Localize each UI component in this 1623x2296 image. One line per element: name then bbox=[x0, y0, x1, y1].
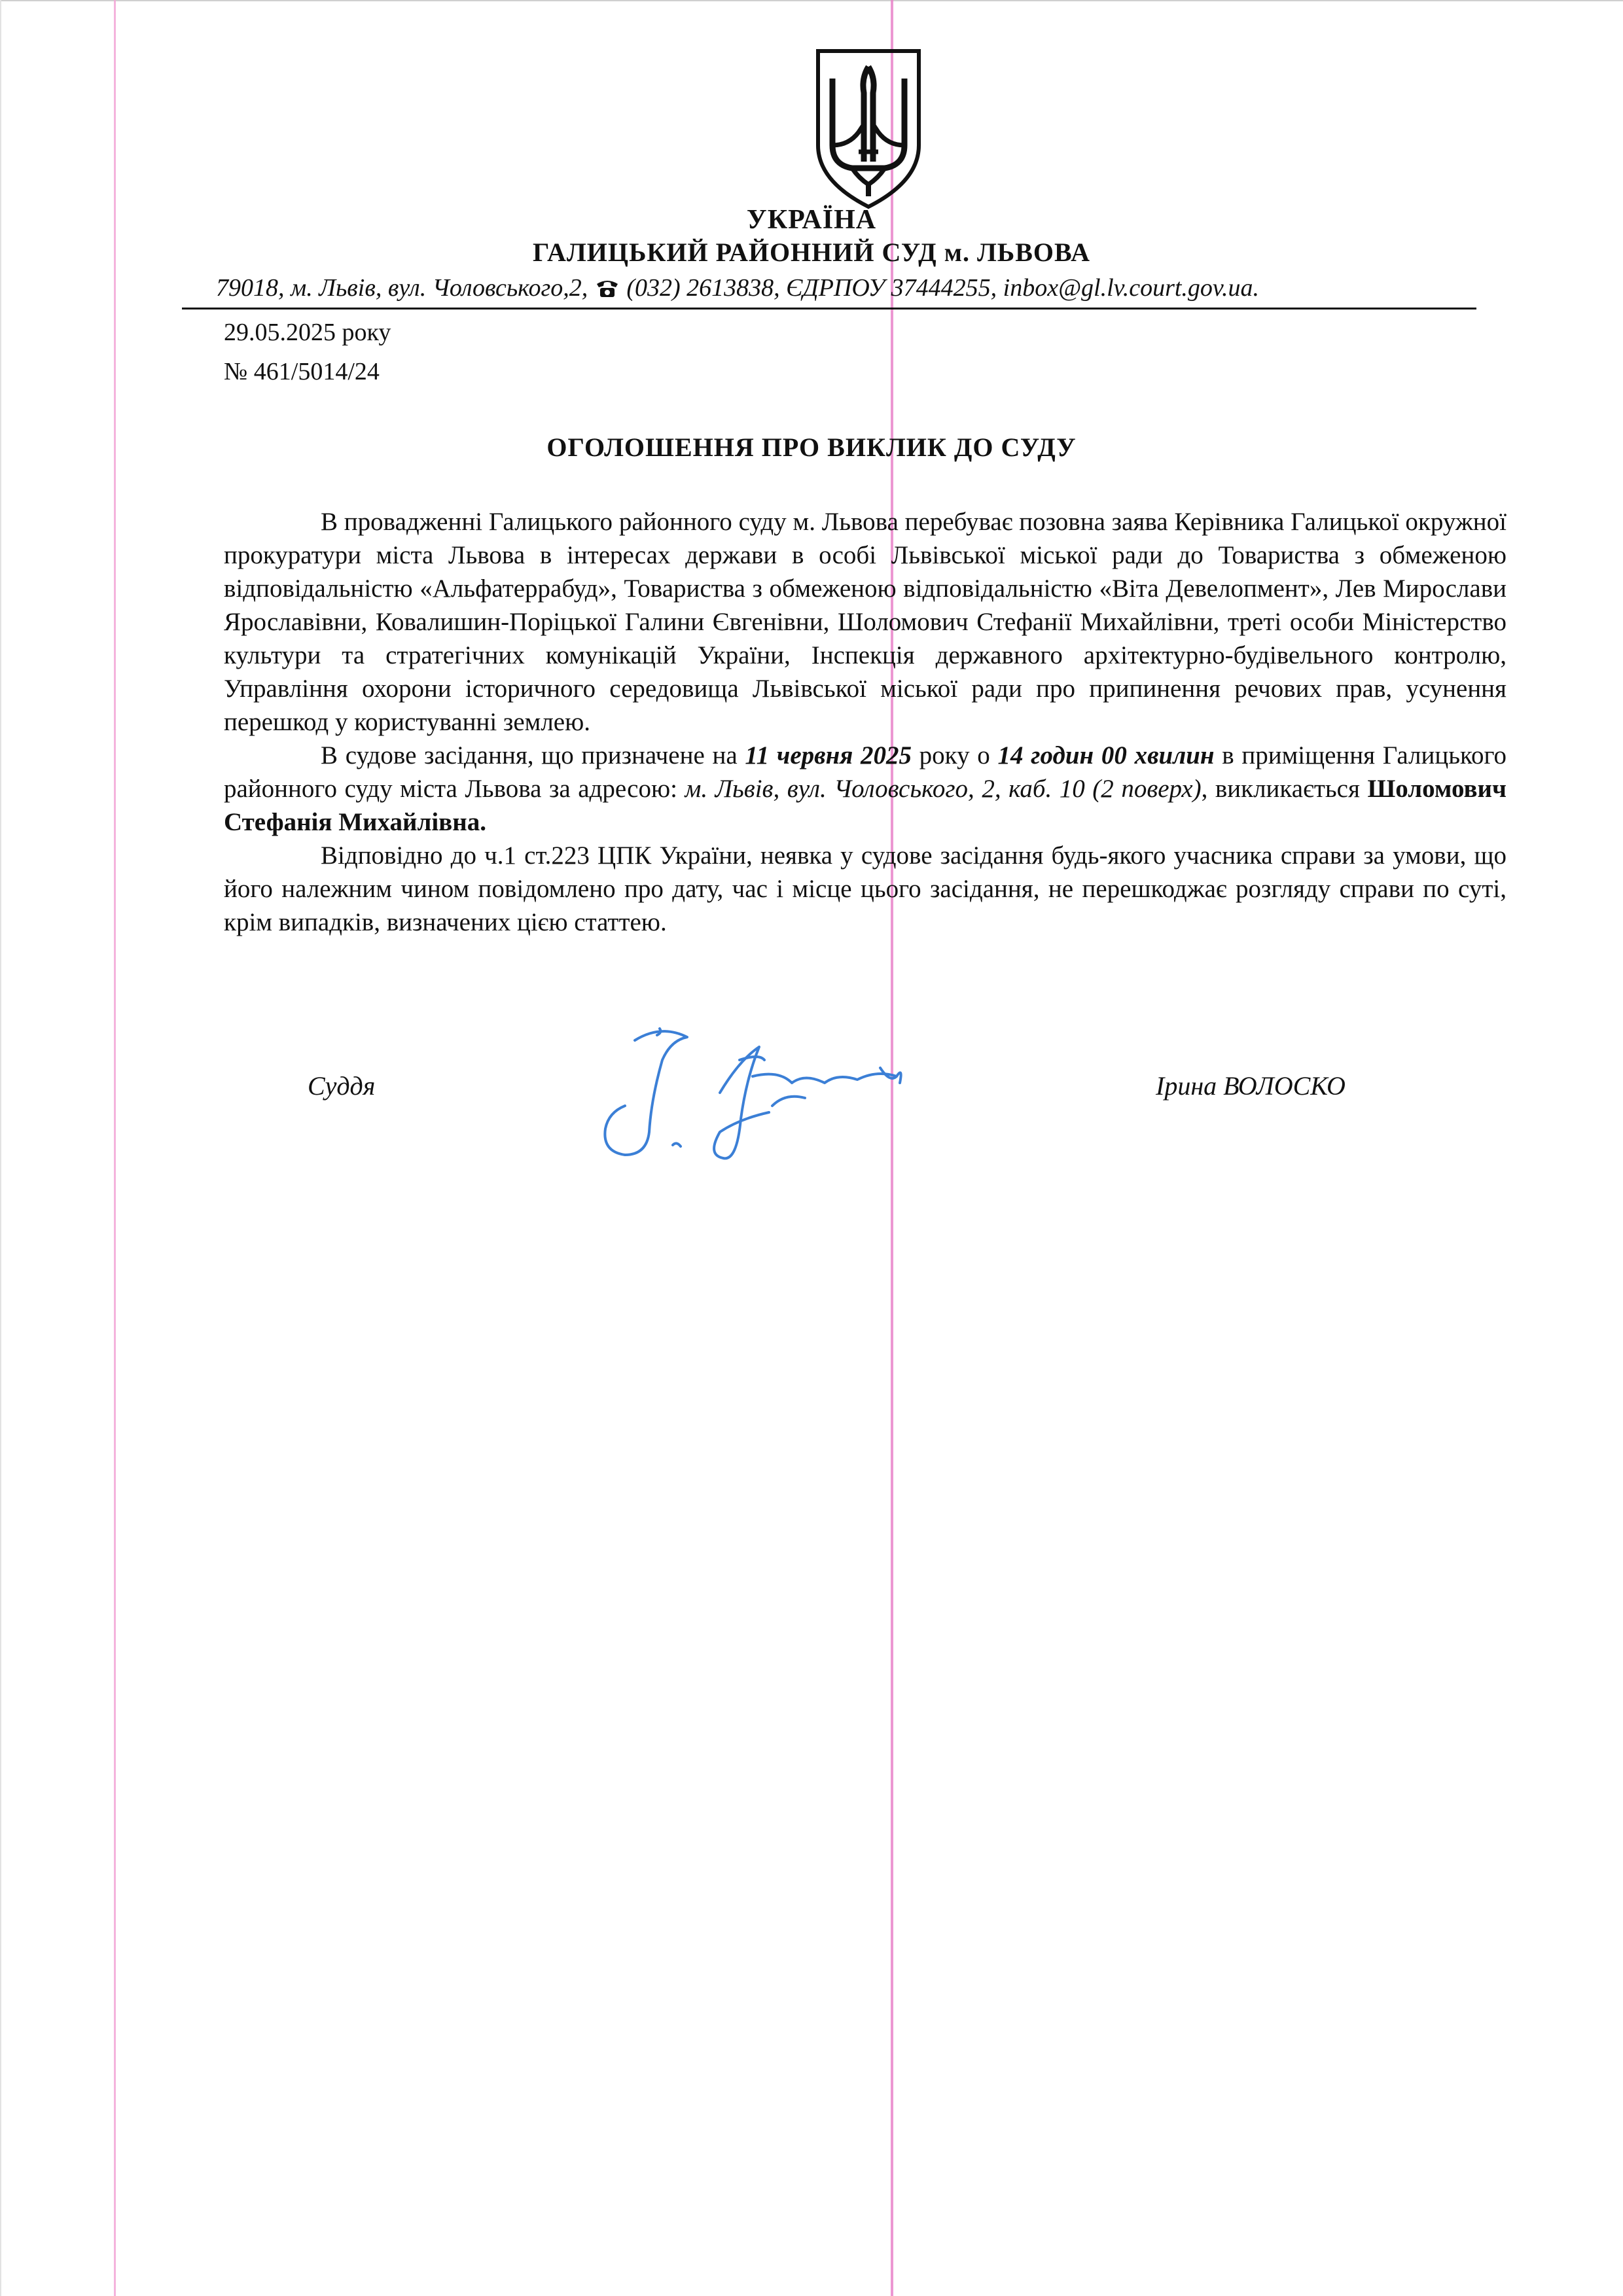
scan-marker-line-left bbox=[114, 0, 116, 2296]
header-divider bbox=[182, 308, 1476, 309]
court-name-heading: ГАЛИЦЬКИЙ РАЙОННИЙ СУД м. ЛЬВОВА bbox=[532, 238, 1091, 267]
registration-number: № 461/5014/24 bbox=[224, 358, 380, 385]
p2-text-a: В судове засідання, що призначене на bbox=[321, 741, 745, 769]
handwritten-signature bbox=[589, 1021, 955, 1171]
telephone-icon bbox=[594, 277, 620, 298]
hearing-date: 11 червня 2025 bbox=[745, 741, 912, 769]
hearing-address: м. Львів, вул. Чоловського, 2, каб. 10 (2 поверх) bbox=[685, 775, 1202, 803]
paragraph-1: В провадженні Галицького районного суду м. Львова перебуває позовна заява Керівника Галицької окружної прокуратури міста Львова в інтересах держави в особі Львівської міської ради до Товариства з обмеженою відповідальністю «Альфатеррабуд», Товариства з обмеженою відповідальністю «Віта Девелопмент», Лев Мирослави Ярославівни, Ковалишин-Поріцької Галини Євгенівни, Шоломович Стефанії Михайлівни, треті особи Міністерство культури та стратегічних комунікацій України, Інспекція державного архітектурно-будівельного контролю, Управління охорони історичного середовища Львівської міської ради про припинення речових прав, усунення перешкод у користуванні землею. bbox=[224, 508, 1507, 736]
paragraph-2 bbox=[224, 739, 1507, 839]
country-heading: УКРАЇНА bbox=[746, 205, 877, 235]
court-address-line bbox=[216, 274, 1479, 302]
address-part-2: (032) 2613838, ЄДРПОУ 37444255, inbox@gl.lv.court.gov.ua. bbox=[626, 274, 1259, 302]
hearing-time: 14 годин 00 хвилин bbox=[997, 741, 1215, 769]
document-title: ОГОЛОШЕННЯ ПРО ВИКЛИК ДО СУДУ bbox=[546, 433, 1077, 462]
scan-edge-left bbox=[0, 0, 1, 2296]
p2-text-d: , викликається bbox=[1201, 775, 1368, 803]
document-date: 29.05.2025 року bbox=[224, 319, 391, 346]
address-part-1: 79018, м. Львів, вул. Чоловського,2, bbox=[216, 274, 594, 302]
trident-emblem-icon bbox=[813, 47, 924, 211]
document-body bbox=[224, 505, 1507, 939]
p2-text-c: в приміщення Галицького районного суду міста Львова за адресою: bbox=[224, 741, 1507, 803]
scan-edge-top bbox=[0, 0, 1623, 1]
signatory-name: Ірина ВОЛОСКО bbox=[1156, 1071, 1346, 1101]
paragraph-3: Відповідно до ч.1 ст.223 ЦПК України, неявка у судове засідання будь-якого учасника справи за умови, що його належним чином повідомлено про дату, час і місце цього засідання, не перешкоджає розгляду справи по суті, крім випадків, визначених цією статтею. bbox=[224, 841, 1507, 936]
p2-text-b: року о bbox=[912, 741, 998, 769]
signatory-position: Суддя bbox=[308, 1071, 376, 1101]
summoned-person: Шоломович Стефанія Михайлівна. bbox=[224, 775, 1507, 836]
